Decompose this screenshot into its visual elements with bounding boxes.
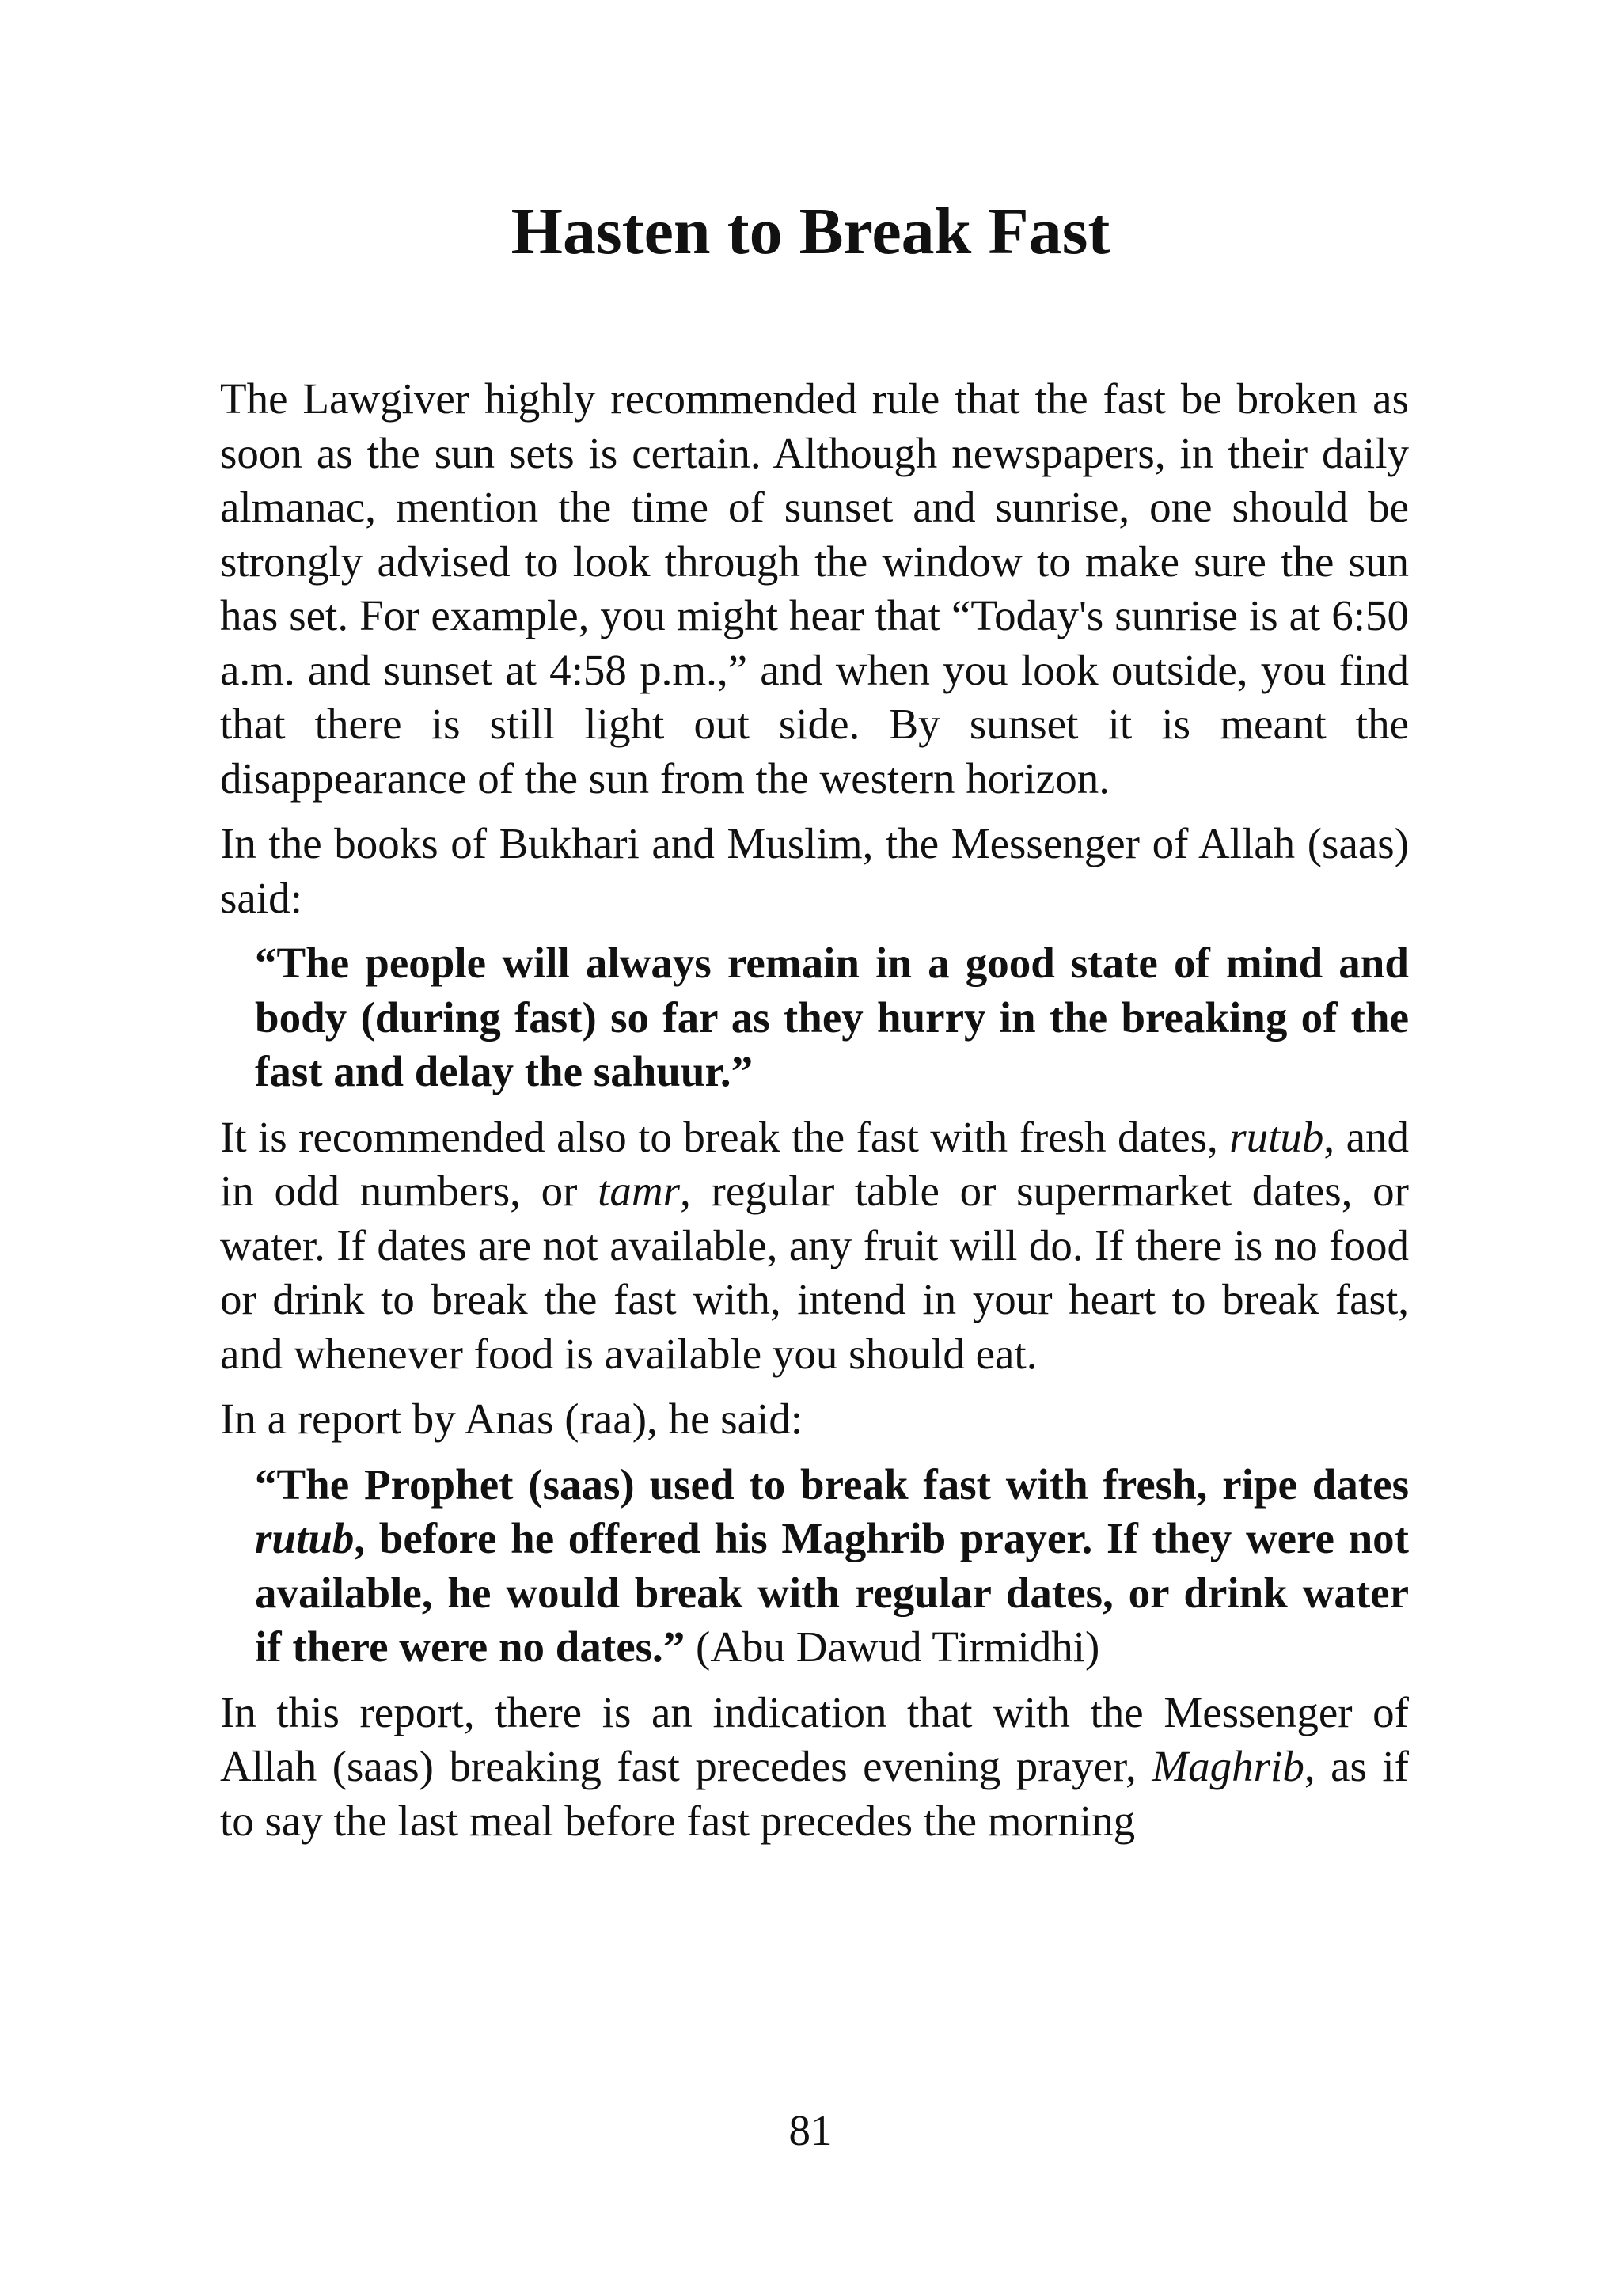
term-tamr: tamr [598, 1167, 681, 1215]
paragraph-sunset-rule: The Lawgiver highly recommended rule that the fast be broken as soon as the sun sets is certain. Although newspapers, in their daily almanac, mention the time of sunset and sunrise, one should be strongly advised to look through the window to make sure the sun has set. For example, you might hear that “Today's sunrise is at 6:50 a.m. and sunset at 4:58 p.m.,” and when you look outside, you find that there is still light out side. By sunset it is meant the disappearance of the sun from the western horizon. [220, 374, 1409, 803]
paragraph-fresh-dates [220, 1110, 1409, 1382]
term-rutub: rutub [1229, 1112, 1324, 1161]
page-number: 81 [788, 2106, 833, 2154]
text-run: , before he offered his Maghrib prayer. If they were not available, he would break with regular dates, or drink water if there were no dates.” [255, 1514, 1409, 1671]
paragraph-maghrib [220, 1686, 1409, 1849]
term-rutub: rutub [255, 1514, 355, 1562]
hadith-quote-dates [255, 1458, 1409, 1675]
hadith-quote-hurry: “The people will always remain in a good state of mind and body (during fast) so far as they hurry in the breaking of the fast and delay the sahuur.” [255, 939, 1409, 1095]
paragraph-bukhari-intro: In the books of Bukhari and Muslim, the Messenger of Allah (saas) said: [220, 819, 1409, 922]
text-run: , and in odd numbers, or [220, 1112, 1409, 1215]
paragraph-anas-intro: In a report by Anas (raa), he said: [220, 1395, 803, 1443]
page-title: Hasten to Break Fast [511, 195, 1110, 268]
term-maghrib: Maghrib [1152, 1742, 1304, 1790]
citation: (Abu Dawud Tirmidhi) [685, 1622, 1100, 1671]
text-run: “The Prophet (saas) used to break fast with fresh, ripe dates [255, 1459, 1409, 1509]
text-run: In this report, there is an indication that with the Messenger of Allah (saas) breaking fast precedes evening prayer, [220, 1687, 1409, 1790]
body-text [220, 372, 1409, 1859]
text-run: , regular table or supermarket dates, or water. If dates are not available, any fruit will do. If there is no food or drink to break the fast with, intend in your heart to break fast, and whenever food is available you should eat. [220, 1167, 1409, 1378]
text-run: , as if to say the last meal before fast precedes the morning [220, 1742, 1409, 1845]
text-run: It is recommended also to break the fast with fresh dates, [220, 1112, 1230, 1161]
